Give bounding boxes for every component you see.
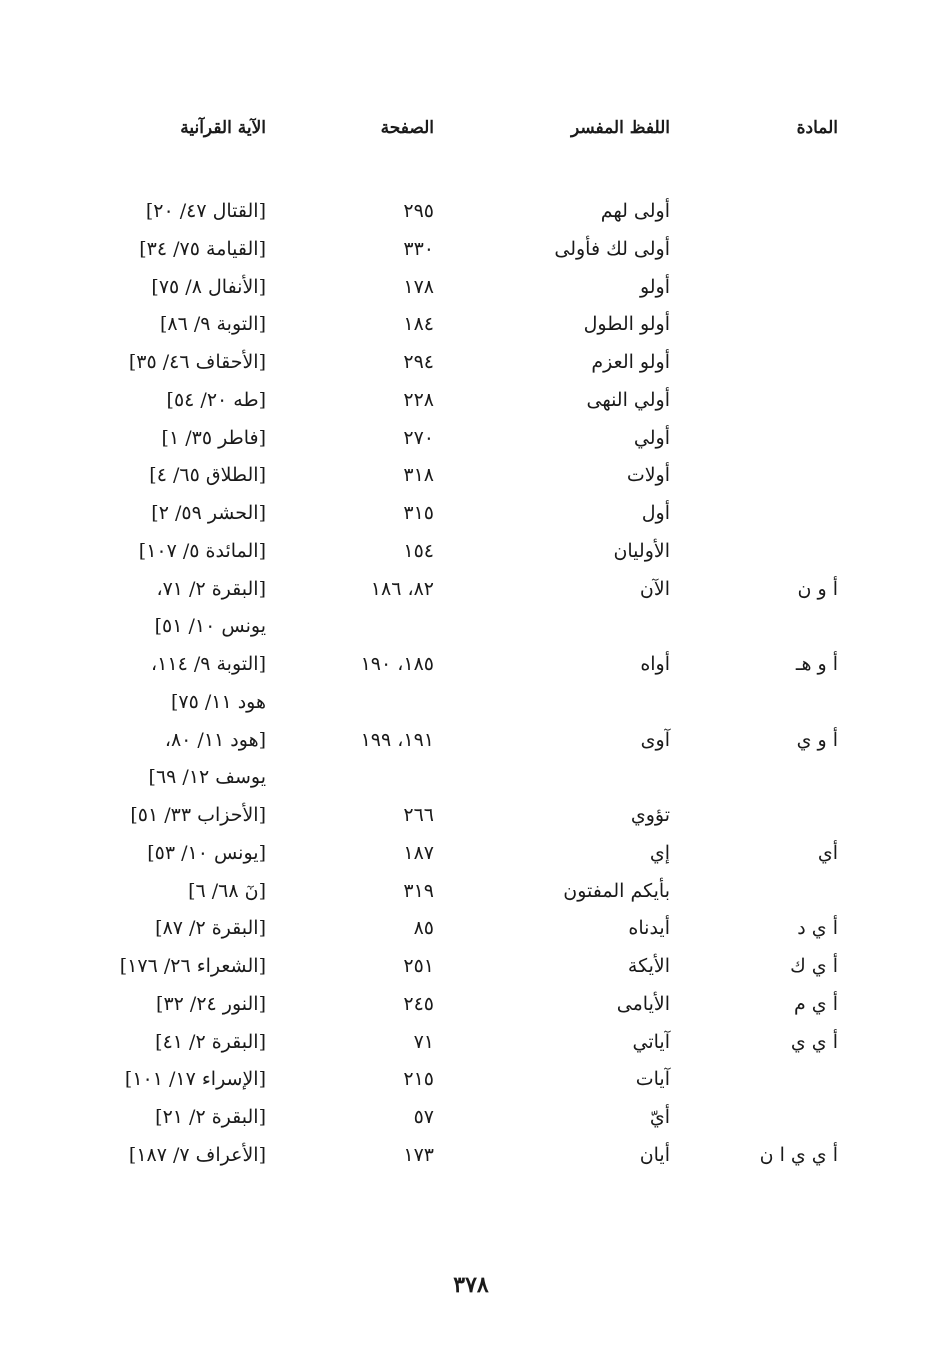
- table-row: [0, 878, 942, 916]
- row-root: أ و ن: [797, 577, 838, 600]
- row-word: أولو العزم: [591, 351, 670, 373]
- table-row: [0, 840, 942, 878]
- row-verse: [هود ١١/ ٨٠،: [164, 728, 266, 751]
- table-row: [0, 1029, 942, 1067]
- row-verse: [المائدة ٥/ ١٠٧]: [138, 539, 266, 562]
- row-root: أ ي ي ا ن: [759, 1143, 838, 1166]
- table-row: [0, 387, 942, 425]
- row-root: أ و ي: [796, 728, 838, 751]
- row-page: ٢١٥: [403, 1068, 434, 1091]
- row-word: الأيامى: [616, 992, 670, 1015]
- index-table-body: [0, 198, 942, 1180]
- row-page: ٣١٥: [403, 502, 434, 524]
- row-verse: [يونس ١٠/ ٥٣]: [147, 841, 266, 864]
- table-row: [0, 727, 942, 765]
- row-root: أ ي م: [794, 992, 838, 1015]
- row-verse: [البقرة ٢/ ٨٧]: [155, 917, 266, 940]
- table-row: [0, 1066, 942, 1104]
- row-word: أيدناه: [628, 917, 670, 940]
- row-root: أي: [817, 841, 838, 864]
- row-page: ٢٩٥: [403, 200, 434, 222]
- header-word: اللفظ المفسر: [570, 118, 670, 138]
- row-verse: يونس ١٠/ ٥١]: [154, 615, 266, 638]
- row-verse: [القيامة ٧٥/ ٣٤]: [139, 237, 266, 260]
- row-page: ٨٥: [413, 917, 434, 940]
- row-page: ٢٢٨: [403, 388, 434, 411]
- row-root: أ ي ي: [790, 1030, 838, 1053]
- row-word: الأيكة: [627, 955, 670, 977]
- row-root: أ ي ك: [790, 955, 838, 977]
- row-page: ١٧٣: [403, 1143, 434, 1166]
- row-word: آيات: [635, 1068, 670, 1091]
- row-word: إي: [649, 841, 670, 864]
- row-page: ٢٩٤: [403, 351, 434, 373]
- row-word: أولي: [633, 426, 670, 449]
- table-row: [0, 802, 942, 840]
- row-word: الأوليان: [613, 539, 670, 562]
- table-row: [0, 613, 942, 651]
- row-page: ٢٧٠: [403, 426, 434, 449]
- row-word: آياتي: [632, 1030, 670, 1053]
- table-row: [0, 236, 942, 274]
- row-page: ١٧٨: [403, 275, 434, 298]
- row-word: تؤوي: [630, 804, 670, 826]
- row-word: أولى لهم: [600, 200, 670, 222]
- table-row: [0, 198, 942, 236]
- row-word: أواه: [640, 653, 670, 675]
- row-word: بأيكم المفتون: [563, 879, 670, 902]
- row-word: أولى لك فأولى: [554, 237, 670, 260]
- row-page: ٣١٨: [403, 464, 434, 487]
- row-page: ٢٥١: [403, 955, 434, 977]
- row-page: ١٨٧: [403, 841, 434, 864]
- row-word: أولي النهى: [586, 388, 670, 411]
- table-row: [0, 915, 942, 953]
- row-page: ٣١٩: [403, 879, 434, 902]
- row-verse: [القتال ٤٧/ ٢٠]: [145, 200, 266, 222]
- page-number: ٣٧٨: [453, 1272, 489, 1298]
- header-verse: الآية القرآنية: [180, 118, 266, 138]
- row-page: ٨٢، ١٨٦: [370, 577, 434, 600]
- row-word: أولات: [626, 464, 670, 487]
- row-page: ٣٣٠: [403, 237, 434, 260]
- row-page: ١٥٤: [403, 539, 434, 562]
- table-row: [0, 764, 942, 802]
- header-page: الصفحة: [380, 118, 434, 138]
- row-page: ٢٦٦: [403, 804, 434, 826]
- row-page: ٧١: [413, 1030, 434, 1053]
- table-row: [0, 425, 942, 463]
- row-verse: [الأحزاب ٣٣/ ٥١]: [130, 804, 266, 826]
- row-verse: [طه ٢٠/ ٥٤]: [166, 388, 266, 411]
- table-header: [0, 118, 942, 148]
- row-verse: [الأحقاف ٤٦/ ٣٥]: [128, 351, 266, 373]
- table-row: [0, 689, 942, 727]
- row-word: آوى: [640, 728, 670, 751]
- table-row: [0, 349, 942, 387]
- row-verse: [نٓ ٦٨/ ٦]: [188, 879, 266, 902]
- row-root: أ و هـ: [795, 653, 838, 675]
- table-row: [0, 311, 942, 349]
- table-row: [0, 462, 942, 500]
- table-row: [0, 576, 942, 614]
- row-page: ١٩١، ١٩٩: [360, 728, 434, 751]
- table-row: [0, 651, 942, 689]
- table-row: [0, 1142, 942, 1180]
- row-word: أول: [641, 502, 670, 524]
- table-row: [0, 274, 942, 312]
- row-word: الآن: [639, 577, 670, 600]
- row-verse: [الحشر ٥٩/ ٢]: [151, 502, 266, 524]
- row-verse: [التوبة ٩/ ١١٤،: [151, 653, 266, 675]
- row-verse: [التوبة ٩/ ٨٦]: [159, 313, 266, 336]
- row-verse: [البقرة ٢/ ٢١]: [155, 1106, 266, 1128]
- header-root: المادة: [796, 118, 838, 138]
- table-row: [0, 991, 942, 1029]
- row-verse: هود ١١/ ٧٥]: [170, 690, 266, 713]
- table-row: [0, 953, 942, 991]
- row-word: أيان: [639, 1143, 670, 1166]
- row-verse: [الشعراء ٢٦/ ١٧٦]: [119, 955, 266, 977]
- row-verse: [فاطر ٣٥/ ١]: [161, 426, 266, 449]
- row-verse: [البقرة ٢/ ٧١،: [156, 577, 266, 600]
- row-word: أولو: [639, 275, 670, 298]
- row-page: ٢٤٥: [403, 992, 434, 1015]
- table-row: [0, 500, 942, 538]
- row-verse: يوسف ١٢/ ٦٩]: [148, 766, 266, 789]
- row-verse: [الأنفال ٨/ ٧٥]: [151, 275, 266, 298]
- row-verse: [البقرة ٢/ ٤١]: [155, 1030, 266, 1053]
- table-row: [0, 1104, 942, 1142]
- row-verse: [الأعراف ٧/ ١٨٧]: [128, 1143, 266, 1166]
- row-verse: [الطلاق ٦٥/ ٤]: [149, 464, 266, 487]
- row-page: ١٨٤: [403, 313, 434, 336]
- row-verse: [النور ٢٤/ ٣٢]: [156, 992, 266, 1015]
- row-word: أولو الطول: [583, 313, 670, 336]
- row-root: أ ي د: [797, 917, 838, 940]
- table-row: [0, 538, 942, 576]
- row-page: ٥٧: [413, 1106, 434, 1128]
- row-word: أيّ: [649, 1106, 670, 1128]
- row-verse: [الإسراء ١٧/ ١٠١]: [124, 1068, 266, 1091]
- row-page: ١٨٥، ١٩٠: [360, 653, 434, 675]
